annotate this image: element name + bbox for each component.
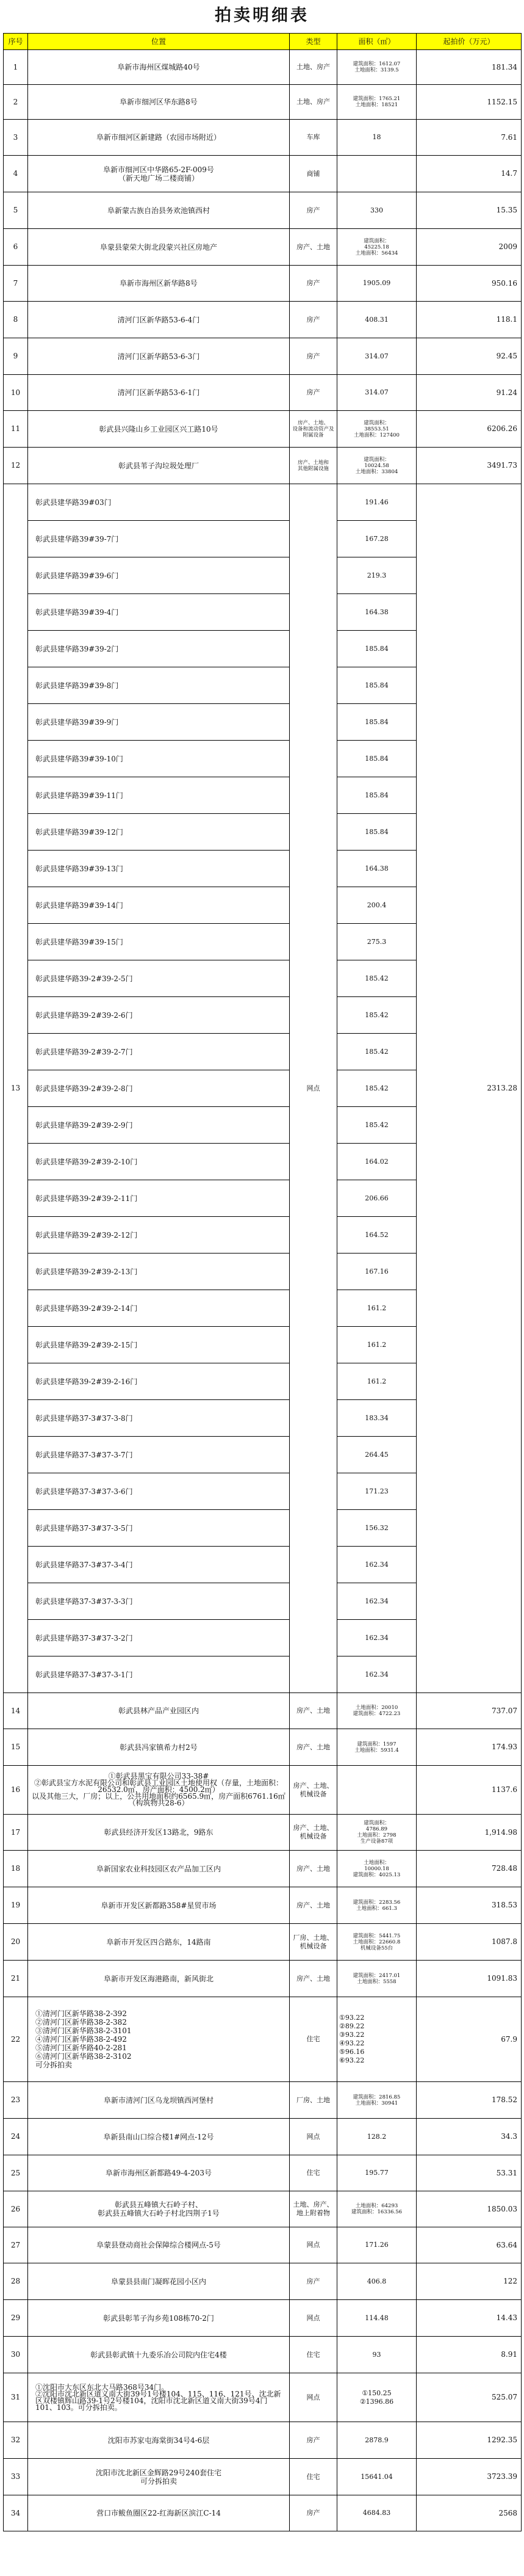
- row-location: 彰武县建华路39#39-10门: [28, 741, 290, 777]
- row-location: 彰武县建华路39-2#39-2-7门: [28, 1034, 290, 1070]
- row-area: 建筑面积：1765.21 土地面积：18521: [337, 85, 417, 120]
- row-location: 彰武县建华路39#39-2门: [28, 631, 290, 667]
- row-type: 房产: [290, 192, 337, 229]
- row-type: 网点: [290, 484, 337, 1693]
- row-area: 314.07: [337, 338, 417, 375]
- row-area: 185.84: [337, 631, 417, 667]
- row-area: 185.42: [337, 997, 417, 1034]
- row-location: 彰武县建华路37-3#37-3-4门: [28, 1547, 290, 1583]
- row-location: 阜新市海州区新华路8号: [28, 266, 290, 302]
- row-area: [337, 1766, 417, 1815]
- row-area: 185.42: [337, 1107, 417, 1144]
- row-location: 阜新市开发区四合路东，14路南: [28, 1924, 290, 1961]
- row-no: 2: [4, 85, 28, 120]
- row-location: 彰武县建华路37-3#37-3-5门: [28, 1510, 290, 1547]
- row-location: 阜蒙县登动商社会保障综合楼网点-5号: [28, 2227, 290, 2263]
- table-row: [4, 484, 522, 521]
- row-type: 网点: [290, 2119, 337, 2155]
- row-location: 阜新国家农业科技园区农产品加工区内: [28, 1851, 290, 1887]
- row-area: 156.32: [337, 1510, 417, 1547]
- row-location: 彰武县建华路39-2#39-2-16门: [28, 1363, 290, 1400]
- row-no: 33: [4, 2459, 28, 2495]
- row-location: 彰武县建华路37-3#37-3-6门: [28, 1473, 290, 1510]
- row-location: 彰武县建华路37-3#37-3-8门: [28, 1400, 290, 1437]
- row-price: 53.31: [417, 2155, 522, 2191]
- row-location: 彰武县建华路39-2#39-2-8门: [28, 1070, 290, 1107]
- row-price: 728.48: [417, 1851, 522, 1887]
- table-row: [4, 2119, 522, 2155]
- row-area: 162.34: [337, 1583, 417, 1620]
- row-area: 建筑面积： 45225.18 土地面积：56434: [337, 229, 417, 266]
- header-no: 序号: [4, 34, 28, 50]
- row-area: 314.07: [337, 375, 417, 411]
- row-no: 26: [4, 2191, 28, 2227]
- row-price: 2313.28: [417, 484, 522, 1693]
- row-area: 1905.09: [337, 266, 417, 302]
- row-type: 房产、土地: [290, 1851, 337, 1887]
- row-type: 厂房、土地、 机械设备: [290, 1924, 337, 1961]
- row-no: 13: [4, 484, 28, 1693]
- row-price: 63.64: [417, 2227, 522, 2263]
- row-location: 彰武县建华路37-3#37-3-7门: [28, 1437, 290, 1473]
- row-area: ①93.22 ②89.22 ③93.22 ④93.22 ⑤96.16 ⑥93.22: [337, 1997, 417, 2082]
- table-row: [4, 1924, 522, 1961]
- row-type: 土地、房产: [290, 50, 337, 85]
- row-location: 彰武县建华路39-2#39-2-5门: [28, 960, 290, 997]
- table-row: [4, 2300, 522, 2337]
- row-no: 8: [4, 302, 28, 338]
- row-location: 彰武县建华路39-2#39-2-13门: [28, 1254, 290, 1290]
- row-location: 彰武县建华路39#39-13门: [28, 851, 290, 887]
- row-price: 318.53: [417, 1887, 522, 1924]
- row-area: 建筑面积：1597 土地面积：5931.4: [337, 1729, 417, 1766]
- row-type: 房产: [290, 338, 337, 375]
- row-area: 330: [337, 192, 417, 229]
- row-no: 17: [4, 1815, 28, 1851]
- table-row: [4, 85, 522, 120]
- row-location: 彰武县苇子沟垃圾处理厂: [28, 448, 290, 484]
- table-row: [4, 1961, 522, 1997]
- row-location: 沈阳市沈北新区金辉路29号240套住宅 可分拆拍卖: [28, 2459, 290, 2495]
- row-type: 房产、土地和 其他附属设施: [290, 448, 337, 484]
- row-area: 4684.83: [337, 2495, 417, 2531]
- row-no: 9: [4, 338, 28, 375]
- row-type: 房产: [290, 302, 337, 338]
- row-no: 16: [4, 1766, 28, 1815]
- row-location: 阜新市开发区新都路358#星贸市场: [28, 1887, 290, 1924]
- row-area: 406.8: [337, 2263, 417, 2300]
- table-row: [4, 1766, 522, 1815]
- row-location: 彰武县建华路39#39-12门: [28, 814, 290, 851]
- row-location: 彰武县建华路39-2#39-2-15门: [28, 1327, 290, 1363]
- row-price: 1087.8: [417, 1924, 522, 1961]
- row-location: 彰武县建华路39#39-7门: [28, 521, 290, 557]
- row-type: 房产、土地、 设备和流动资产及 附属设备: [290, 411, 337, 448]
- row-price: 525.07: [417, 2373, 522, 2422]
- row-price: 7.61: [417, 120, 522, 156]
- row-type: 土地、房产: [290, 85, 337, 120]
- row-area: 191.46: [337, 484, 417, 521]
- row-location: 阜新市细河区新建路（农园市场附近）: [28, 120, 290, 156]
- row-no: 12: [4, 448, 28, 484]
- row-area: 206.66: [337, 1180, 417, 1217]
- row-area: 162.34: [337, 1547, 417, 1583]
- row-type: 房产: [290, 2263, 337, 2300]
- row-area: 219.3: [337, 557, 417, 594]
- header-area: 面积（㎡）: [337, 34, 417, 50]
- table-row: [4, 1887, 522, 1924]
- row-area: 195.77: [337, 2155, 417, 2191]
- row-area: [337, 156, 417, 192]
- row-location: 清河门区新华路53-6-4门: [28, 302, 290, 338]
- row-type: 房产、土地: [290, 1887, 337, 1924]
- row-no: 21: [4, 1961, 28, 1997]
- row-no: 7: [4, 266, 28, 302]
- row-type: 房产: [290, 266, 337, 302]
- row-area: 171.26: [337, 2227, 417, 2263]
- row-area: 建筑面积：2417.01 土地面积：5558: [337, 1961, 417, 1997]
- row-location: 彰武县建华路39#39-4门: [28, 594, 290, 631]
- row-price: 174.93: [417, 1729, 522, 1766]
- row-no: 25: [4, 2155, 28, 2191]
- row-type: 商铺: [290, 156, 337, 192]
- row-area: 185.42: [337, 960, 417, 997]
- table-row: [4, 338, 522, 375]
- row-location: 阜蒙县蒙荣大街北段蒙兴社区房地产: [28, 229, 290, 266]
- row-type: 网点: [290, 2227, 337, 2263]
- row-area: 162.34: [337, 1656, 417, 1693]
- table-row: [4, 1729, 522, 1766]
- row-location: 彰武县建华路39-2#39-2-14门: [28, 1290, 290, 1327]
- row-area: 土地面积：64293 建筑面积：16336.56: [337, 2191, 417, 2227]
- table-row: [4, 2459, 522, 2495]
- table-row: [4, 2227, 522, 2263]
- row-type: 房产、土地、 机械设备: [290, 1766, 337, 1815]
- row-location: 阜新蒙古族自治县务欢池镇西村: [28, 192, 290, 229]
- row-location: 彰武县建华路39#39-11门: [28, 777, 290, 814]
- table-row: [4, 192, 522, 229]
- row-price: 178.52: [417, 2082, 522, 2119]
- table-row: [4, 50, 522, 85]
- row-no: 30: [4, 2337, 28, 2373]
- row-area: 408.31: [337, 302, 417, 338]
- row-location: 清河门区新华路53-6-3门: [28, 338, 290, 375]
- row-area: 建筑面积：5441.75 土地面积：22660.8 机械设备55台: [337, 1924, 417, 1961]
- table-row: [4, 120, 522, 156]
- row-area: 185.84: [337, 741, 417, 777]
- row-area: 建筑面积： 38553.51 土地面积：127400: [337, 411, 417, 448]
- table-row: [4, 2422, 522, 2459]
- row-price: 1152.15: [417, 85, 522, 120]
- table-row: [4, 411, 522, 448]
- row-area: 185.84: [337, 814, 417, 851]
- row-area: 185.42: [337, 1070, 417, 1107]
- row-type: 网点: [290, 2300, 337, 2337]
- row-price: 3723.39: [417, 2459, 522, 2495]
- row-area: 185.84: [337, 667, 417, 704]
- row-price: 2009: [417, 229, 522, 266]
- table-row: [4, 302, 522, 338]
- row-area: 114.48: [337, 2300, 417, 2337]
- table-row: [4, 375, 522, 411]
- row-price: 92.45: [417, 338, 522, 375]
- row-area: 164.02: [337, 1144, 417, 1180]
- row-location: 彰武县建华路39-2#39-2-12门: [28, 1217, 290, 1254]
- row-type: 住宅: [290, 2459, 337, 2495]
- row-area: 164.38: [337, 851, 417, 887]
- row-type: 土地、房产、 地上附着物: [290, 2191, 337, 2227]
- row-location: 彰武县建华路37-3#37-3-2门: [28, 1620, 290, 1656]
- row-type: 房产: [290, 2422, 337, 2459]
- row-area: 建筑面积：2816.85 土地面积：30941: [337, 2082, 417, 2119]
- row-price: 34.3: [417, 2119, 522, 2155]
- row-price: 181.34: [417, 50, 522, 85]
- row-location: 营口市鲅鱼圈区22-红海新区滨江C-14: [28, 2495, 290, 2531]
- row-no: 34: [4, 2495, 28, 2531]
- row-location: 彰武县建华路39-2#39-2-9门: [28, 1107, 290, 1144]
- row-price: 1850.03: [417, 2191, 522, 2227]
- row-area: ①150.25 ②1396.86: [337, 2373, 417, 2422]
- row-area: 15641.04: [337, 2459, 417, 2495]
- row-location: 彰武县冯家镇希力村2号: [28, 1729, 290, 1766]
- row-price: 950.16: [417, 266, 522, 302]
- row-no: 15: [4, 1729, 28, 1766]
- row-no: 10: [4, 375, 28, 411]
- row-location: 阜新市清河门区乌龙坝镇西河堡村: [28, 2082, 290, 2119]
- row-area: 185.84: [337, 704, 417, 741]
- row-price: 1137.6: [417, 1766, 522, 1815]
- row-area: 161.2: [337, 1363, 417, 1400]
- row-type: 住宅: [290, 2337, 337, 2373]
- row-area: 167.16: [337, 1254, 417, 1290]
- row-area: 161.2: [337, 1327, 417, 1363]
- row-type: 房产: [290, 2495, 337, 2531]
- row-no: 3: [4, 120, 28, 156]
- row-no: 24: [4, 2119, 28, 2155]
- row-no: 11: [4, 411, 28, 448]
- row-no: 5: [4, 192, 28, 229]
- row-location: 彰武县建华路39#39-6门: [28, 557, 290, 594]
- row-no: 18: [4, 1851, 28, 1887]
- row-location: 彰武县建华路39-2#39-2-11门: [28, 1180, 290, 1217]
- row-no: 31: [4, 2373, 28, 2422]
- row-location: 彰武县建华路39#39-8门: [28, 667, 290, 704]
- row-type: 房产、土地、 机械设备: [290, 1815, 337, 1851]
- row-type: 房产、土地: [290, 1729, 337, 1766]
- row-location: ①彰武县黑宝有限公司33-38# ②彰武县宝方水泥有限公司和彰武县工业园区土地使用权（存量，土地面积：26532.0㎡，房产面积：4500.2㎡） 以及其他三大，厂房；以上，公共用地面积约6565.9㎡，房产面积6761.16㎡（构筑物共28-6）: [28, 1766, 290, 1815]
- row-no: 28: [4, 2263, 28, 2300]
- row-type: 房产: [290, 375, 337, 411]
- auction-table: [3, 33, 522, 2531]
- row-type: 房产、土地: [290, 1693, 337, 1729]
- table-row: [4, 1815, 522, 1851]
- table-row: [4, 2191, 522, 2227]
- row-location: 清河门区新华路53-6-1门: [28, 375, 290, 411]
- row-location: 阜蒙县县南门凝晖花园小区内: [28, 2263, 290, 2300]
- row-type: 车库: [290, 120, 337, 156]
- table-row: [4, 448, 522, 484]
- row-location: ①清河门区新华路38-2-392 ②清河门区新华路38-2-382 ③清河门区新华路38-2-3101 ④清河门区新华路38-2-492 ⑤清河门区新华路40-2-281 ⑥清河门区新华路38-2-3102 可分拆拍卖: [28, 1997, 290, 2082]
- row-location: 彰武县建华路39#03门: [28, 484, 290, 521]
- row-no: 19: [4, 1887, 28, 1924]
- row-location: 彰武县五峰镇大石岭子村、 彰武县五峰镇大石岭子村北四荆子1号: [28, 2191, 290, 2227]
- row-location: 彰武县林产品产业园区内: [28, 1693, 290, 1729]
- row-area: 93: [337, 2337, 417, 2373]
- table-row: [4, 2373, 522, 2422]
- row-no: 27: [4, 2227, 28, 2263]
- row-type: 住宅: [290, 1997, 337, 2082]
- row-area: 建筑面积：1612.07 土地面积：3139.5: [337, 50, 417, 85]
- row-location: ①沈阳市大东区东北大马路368号34门。 ②沈阳市沈北新区道义南大街39号1号楼104、115、116、121号、沈北新区双楼镇辉山路39-1号2号楼104，沈阳市沈北新区道义南大街39号4门101、103。可分拆拍卖。: [28, 2373, 290, 2422]
- table-row: [4, 156, 522, 192]
- row-area: 164.38: [337, 594, 417, 631]
- row-no: 23: [4, 2082, 28, 2119]
- row-type: 住宅: [290, 2155, 337, 2191]
- row-area: 土地面积：20010 建筑面积：4722.23: [337, 1693, 417, 1729]
- row-no: 22: [4, 1997, 28, 2082]
- row-area: 200.4: [337, 887, 417, 924]
- row-area: 185.84: [337, 777, 417, 814]
- row-location: 阜新市开发区海港路南，新风街北: [28, 1961, 290, 1997]
- row-type: 房产、土地: [290, 229, 337, 266]
- row-price: 3491.73: [417, 448, 522, 484]
- row-no: 14: [4, 1693, 28, 1729]
- row-location: 彰武县彰武镇十九委乐冶公司院内住宅4楼: [28, 2337, 290, 2373]
- row-price: 14.7: [417, 156, 522, 192]
- row-location: 彰武县经济开发区13路北，9路东: [28, 1815, 290, 1851]
- row-location: 彰武县建华路39-2#39-2-6门: [28, 997, 290, 1034]
- row-no: 4: [4, 156, 28, 192]
- row-location: 彰武县建华路39#39-15门: [28, 924, 290, 960]
- row-type: 网点: [290, 2373, 337, 2422]
- row-area: 162.34: [337, 1620, 417, 1656]
- row-no: 32: [4, 2422, 28, 2459]
- row-price: 122: [417, 2263, 522, 2300]
- table-row: [4, 2082, 522, 2119]
- row-location: 彰武县彰苇子沟乡苑108栋70-2门: [28, 2300, 290, 2337]
- row-location: 阜新市细河区华东路8号: [28, 85, 290, 120]
- row-area: 264.45: [337, 1437, 417, 1473]
- table-row: [4, 2495, 522, 2531]
- row-area: 161.2: [337, 1290, 417, 1327]
- row-location: 阜新市细河区中华路65-2F-009号 （新天地广场二楼商铺）: [28, 156, 290, 192]
- row-location: 沈阳市苏家屯海棠街34号4-6层: [28, 2422, 290, 2459]
- row-area: 18: [337, 120, 417, 156]
- row-price: 737.07: [417, 1693, 522, 1729]
- row-location: 阜新市海州区新都路49-4-203号: [28, 2155, 290, 2191]
- row-location: 彰武县建华路39#39-14门: [28, 887, 290, 924]
- header-location: 位置: [28, 34, 290, 50]
- row-area: 183.34: [337, 1400, 417, 1437]
- row-location: 阜新县南山口综合楼1#网点-12号: [28, 2119, 290, 2155]
- row-price: 8.91: [417, 2337, 522, 2373]
- row-location: 彰武县兴隆山乡工业园区兴工路10号: [28, 411, 290, 448]
- row-no: 29: [4, 2300, 28, 2337]
- row-price: 14.43: [417, 2300, 522, 2337]
- table-row: [4, 1997, 522, 2082]
- row-location: 彰武县建华路39#39-9门: [28, 704, 290, 741]
- row-price: 15.35: [417, 192, 522, 229]
- row-price: 6206.26: [417, 411, 522, 448]
- row-price: 1292.35: [417, 2422, 522, 2459]
- table-row: [4, 1851, 522, 1887]
- row-area: 275.3: [337, 924, 417, 960]
- row-area: 128.2: [337, 2119, 417, 2155]
- row-price: 1091.83: [417, 1961, 522, 1997]
- table-header: [4, 34, 522, 50]
- row-no: 1: [4, 50, 28, 85]
- header-price: 起拍价（万元）: [417, 34, 522, 50]
- row-area: 167.28: [337, 521, 417, 557]
- row-price: 67.9: [417, 1997, 522, 2082]
- row-area: 土地面积： 10000.18 建筑面积：4025.13: [337, 1851, 417, 1887]
- row-price: 1,914.98: [417, 1815, 522, 1851]
- header-type: 类型: [290, 34, 337, 50]
- row-area: 185.42: [337, 1034, 417, 1070]
- table-row: [4, 229, 522, 266]
- table-row: [4, 2263, 522, 2300]
- row-location: 阜新市海州区煤城路40号: [28, 50, 290, 85]
- row-price: 91.24: [417, 375, 522, 411]
- row-area: 建筑面积： 10024.58 土地面积：33804: [337, 448, 417, 484]
- row-area: 171.23: [337, 1473, 417, 1510]
- table-row: [4, 2155, 522, 2191]
- row-no: 6: [4, 229, 28, 266]
- row-area: 建筑面积：2283.56 土地面积：661.3: [337, 1887, 417, 1924]
- row-location: 彰武县建华路37-3#37-3-1门: [28, 1656, 290, 1693]
- table-row: [4, 2337, 522, 2373]
- row-area: 164.52: [337, 1217, 417, 1254]
- row-type: 房产、土地: [290, 1961, 337, 1997]
- row-type: 厂房、土地: [290, 2082, 337, 2119]
- row-area: 建筑面积： 4786.89 土地面积：2798 生产设备87项: [337, 1815, 417, 1851]
- page-title: 拍卖明细表: [215, 6, 309, 25]
- row-price: 118.1: [417, 302, 522, 338]
- row-price: 2568: [417, 2495, 522, 2531]
- table-row: [4, 1693, 522, 1729]
- table-row: [4, 266, 522, 302]
- row-no: 20: [4, 1924, 28, 1961]
- row-location: 彰武县建华路37-3#37-3-3门: [28, 1583, 290, 1620]
- row-area: 2878.9: [337, 2422, 417, 2459]
- row-location: 彰武县建华路39-2#39-2-10门: [28, 1144, 290, 1180]
